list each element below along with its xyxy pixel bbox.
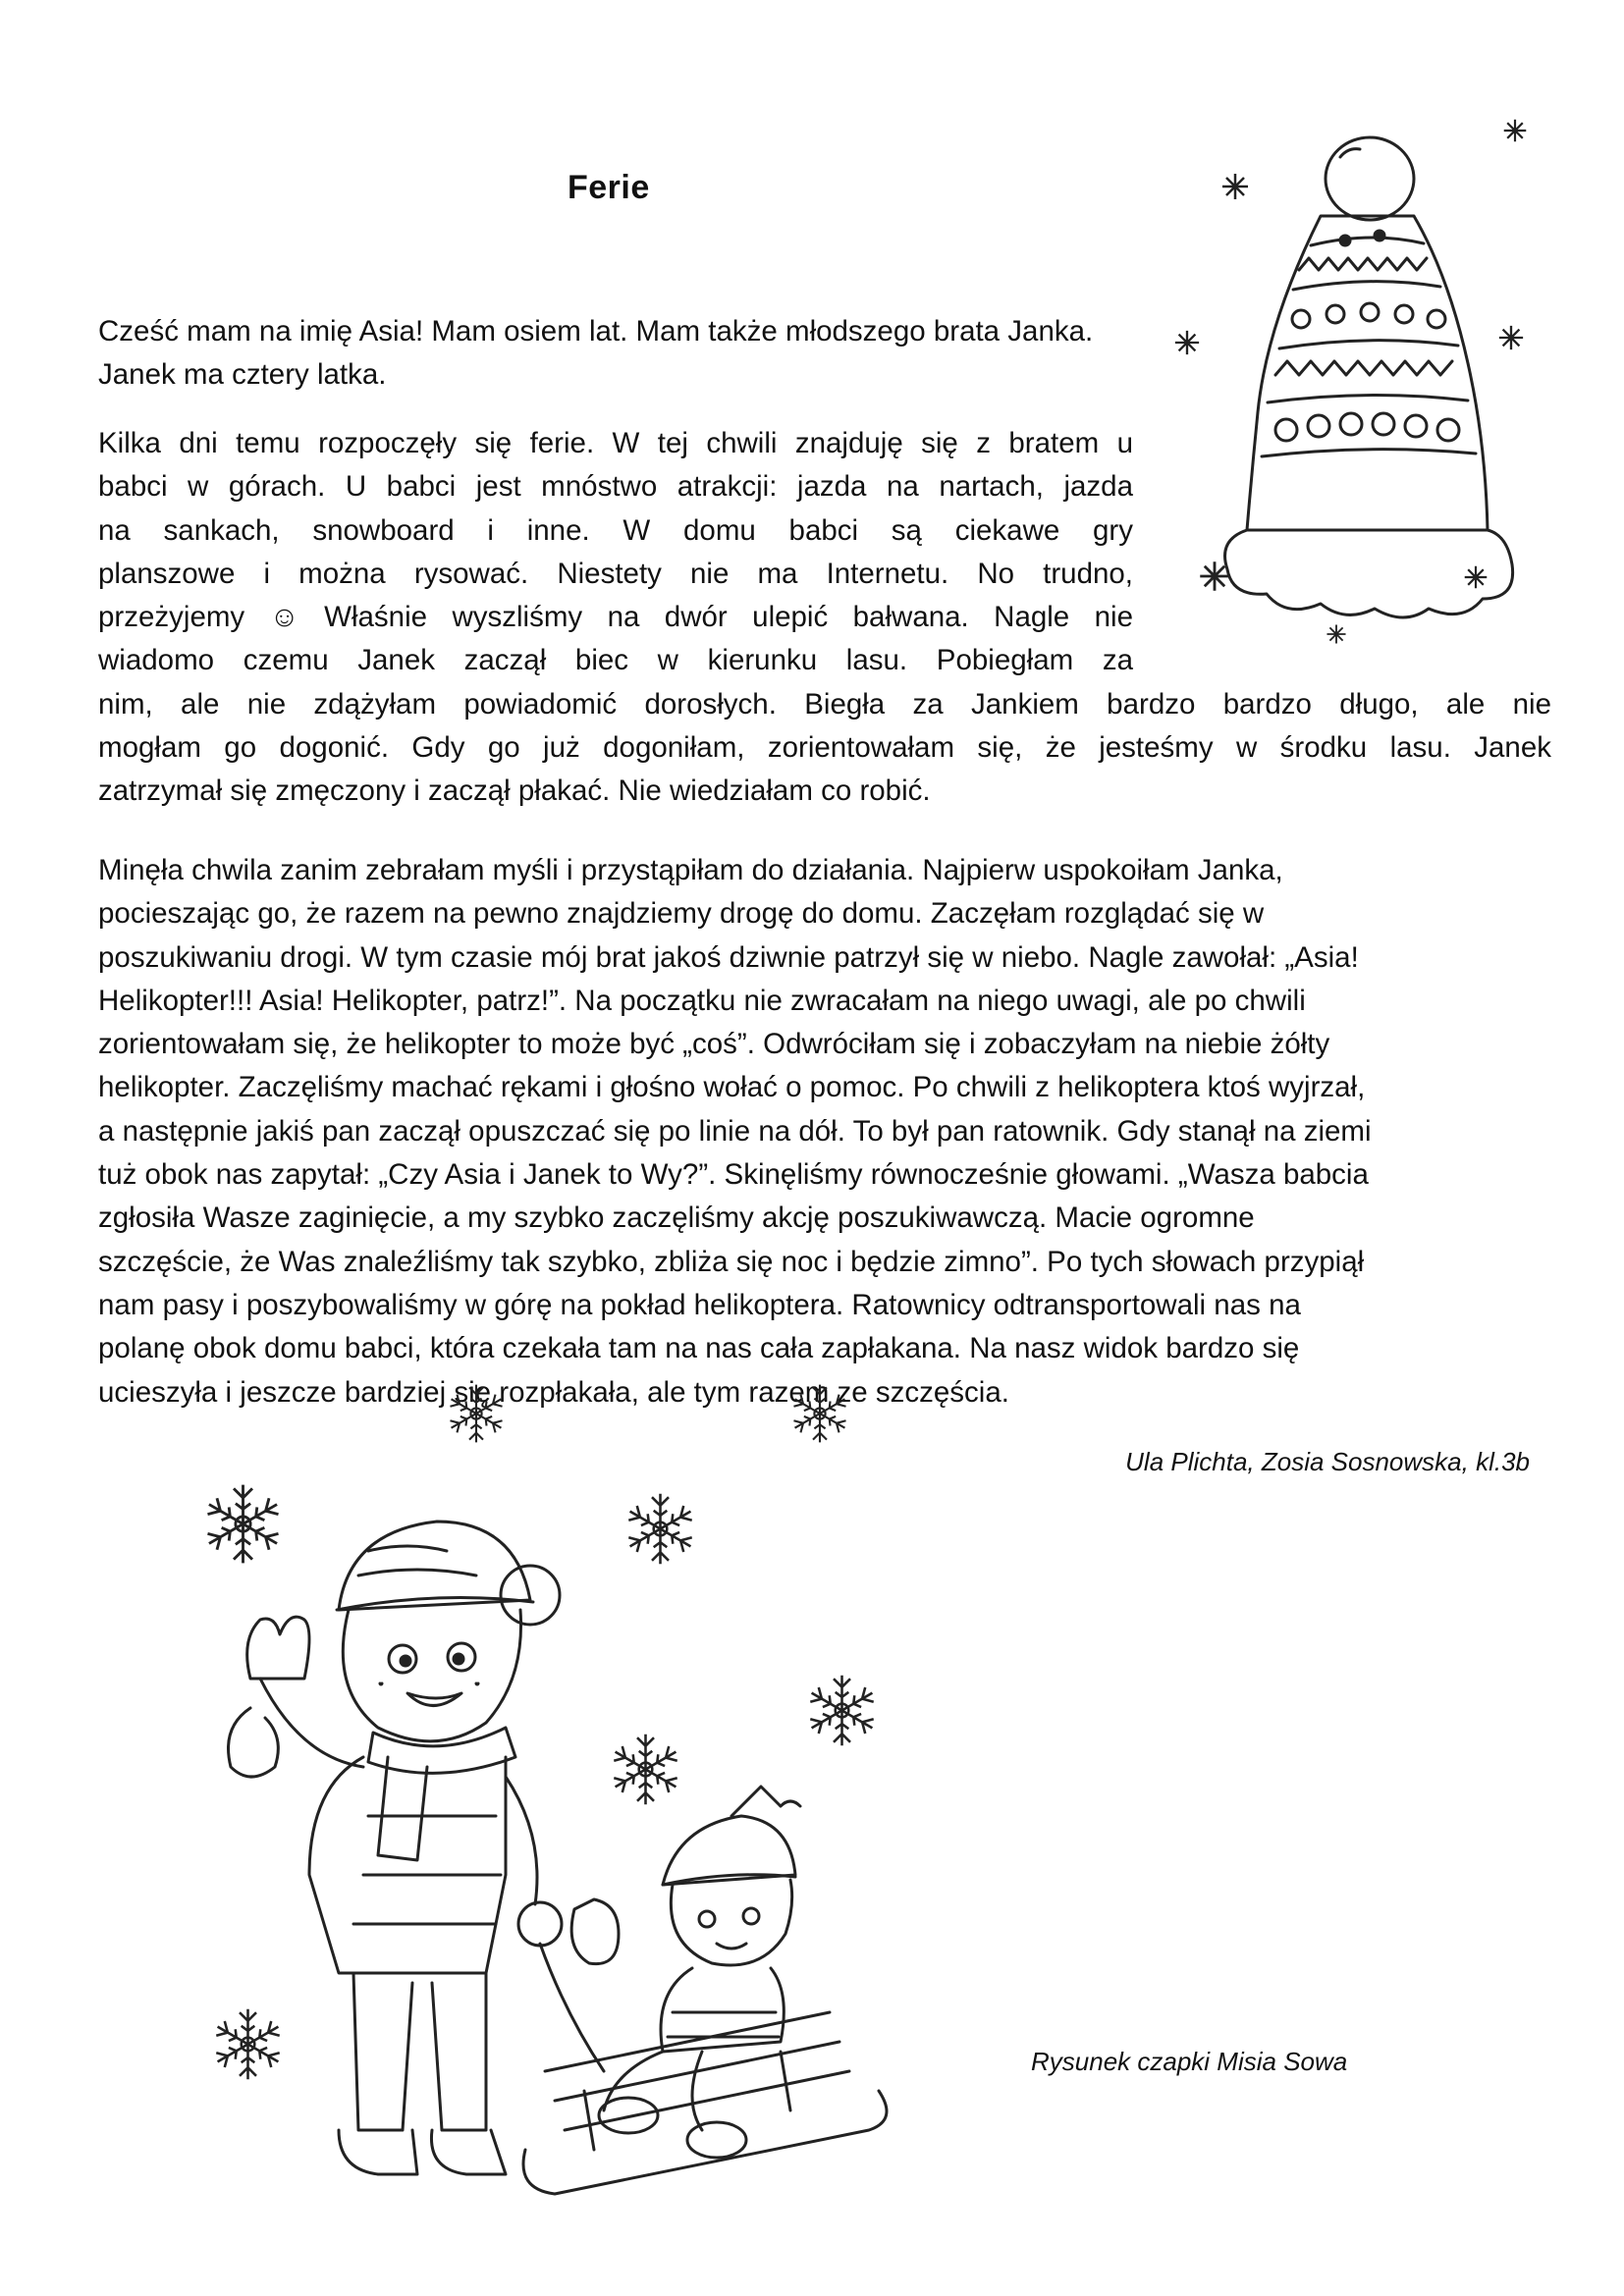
paragraph-line: helikopter. Zaczęliśmy machać rękami i głośno wołać o pomoc. Po chwili z helikoptera ktoś wyjrzał, — [98, 1071, 1366, 1104]
paragraph-ferie-story — [98, 422, 1551, 814]
paragraph-line: wiadomo czemu Janek zaczął biec w kierunku lasu. Pobiegłam za — [98, 644, 1133, 677]
paragraph-line: nam pasy i poszybowaliśmy w górę na pokład helikoptera. Ratownicy odtransportowali nas na — [98, 1288, 1301, 1321]
paragraph-line: mogłam go dogonić. Gdy go już dogoniłam, zorientowałam się, że jesteśmy w środku lasu. Janek — [98, 731, 1551, 765]
paragraph-line: ucieszyła i jeszcze bardziej się rozpłakała, ale tym razem ze szczęścia. — [98, 1375, 1009, 1409]
sparkle-star-icon — [1463, 564, 1489, 590]
sparkle-star-icon — [1198, 560, 1231, 593]
sparkle-star-icon — [1173, 329, 1201, 356]
paragraph-line: zorientowałam się, że helikopter to może być „coś”. Odwróciłam się i zobaczyłam na niebie żółty — [98, 1028, 1330, 1061]
drawing-credit: Rysunek czapki Misia Sowa — [1031, 2047, 1348, 2076]
author-credit: Ula Plichta, Zosia Sosnowska, kl.3b — [1125, 1447, 1530, 1476]
snowflake-icon — [442, 1379, 511, 1448]
paragraph-line: Minęła chwila zanim zebrałam myśli i przystąpiłam do działania. Najpierw uspokoiłam Janka, — [98, 854, 1283, 886]
sparkle-star-icon — [1326, 623, 1347, 645]
paragraph-line: poszukiwaniu drogi. W tym czasie mój brat jakoś dziwnie patrzył się w niebo. Nagle zawołał: „Asia! — [98, 940, 1359, 974]
paragraph-line: na sankach, snowboard i inne. W domu babci są ciekawe gry — [98, 513, 1133, 547]
paragraph-rescue-story — [98, 849, 1551, 1415]
paragraph-intro: Cześć mam na imię Asia! Mam osiem lat. Mam także młodszego brata Janka. Janek ma cztery latka. — [98, 315, 1094, 392]
snowflake-icon — [785, 1379, 854, 1448]
paragraph-line: babci w górach. U babci jest mnóstwo atrakcji: jazda na nartach, jazda — [98, 470, 1133, 504]
sparkle-star-icon — [1502, 118, 1528, 143]
paragraph-line: pocieszając go, że razem na pewno znajdziemy drogę do domu. Zaczęłam rozglądać się w — [98, 897, 1265, 931]
paragraph-line: tuż obok nas zapytał: „Czy Asia i Janek to Wy?”. Skinęliśmy równocześnie głowami. „Wasza babcia — [98, 1158, 1369, 1192]
paragraph-line: zgłosiła Wasze zaginięcie, a my szybko zaczęliśmy akcję poszukiwawczą. Macie ogromne — [98, 1201, 1255, 1235]
page-title: Ferie — [568, 169, 650, 206]
paragraph-line: planszowe i można rysować. Niestety nie ma Internetu. No trudno, — [98, 557, 1133, 590]
paragraph-line: zatrzymał się zmęczony i zaczął płakać. Nie wiedziałam co robić. — [98, 774, 931, 808]
paragraph-line: Kilka dni temu rozpoczęły się ferie. W tej chwili znajduję się z bratem u — [98, 427, 1133, 459]
children-with-sled-drawing-icon — [191, 1463, 938, 2248]
paragraph-line: polanę obok domu babci, która czekała tam na nas cała zapłakana. Na nasz widok bardzo się — [98, 1332, 1300, 1365]
paragraph-line: Helikopter!!! Asia! Helikopter, patrz!”. Na początku nie zwracałam na niego uwagi, ale po chwili — [98, 984, 1306, 1017]
sparkle-star-icon — [1220, 172, 1250, 201]
paragraph-line: a następnie jakiś pan zaczął opuszczać się po linie na dół. To był pan ratownik. Gdy stanął na ziemi — [98, 1114, 1372, 1148]
sparkle-star-icon — [1497, 324, 1525, 351]
paragraph-line: przeżyjemy ☺ Właśnie wyszliśmy na dwór ulepić bałwana. Nagle nie — [98, 601, 1133, 634]
paragraph-line: nim, ale nie zdążyłam powiadomić dorosłych. Biegła za Jankiem bardzo bardzo długo, ale nie — [98, 687, 1551, 721]
paragraph-line: szczęście, że Was znaleźliśmy tak szybko, zbliża się noc i będzie zimno”. Po tych słowach przypiął — [98, 1245, 1365, 1278]
